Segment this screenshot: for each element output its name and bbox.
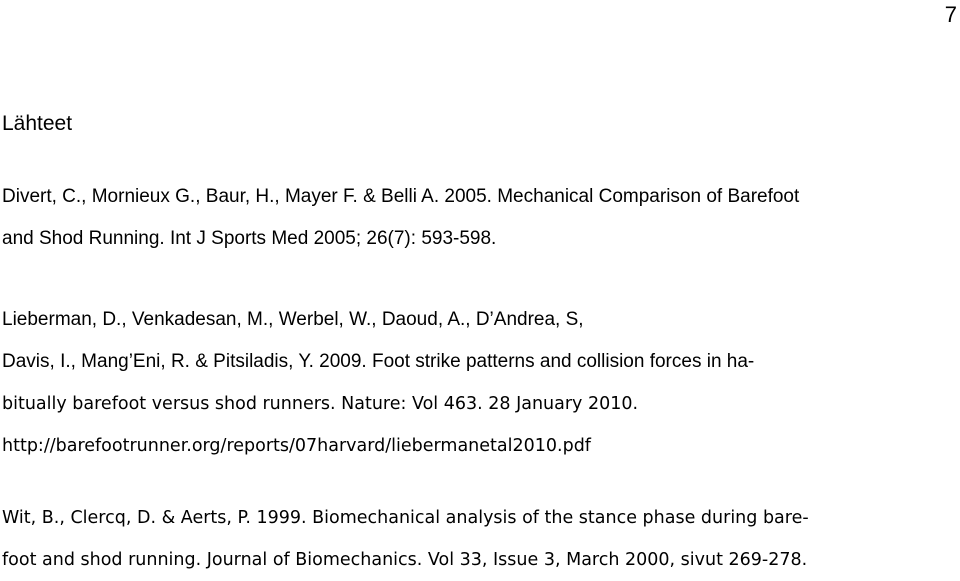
reference-lieberman — [2, 299, 952, 467]
reference-line: Lieberman, D., Venkadesan, M., Werbel, W., Daoud, A., D’Andrea, S, — [2, 309, 584, 330]
reference-wit — [2, 497, 952, 581]
reference-line: foot and shod running. Journal of Biomechanics. Vol 33, Issue 3, March 2000, sivut 269-278. — [2, 550, 808, 570]
reference-line: Wit, B., Clercq, D. & Aerts, P. 1999. Biomechanical analysis of the stance phase during bare- — [2, 508, 809, 528]
reference-line: bitually barefoot versus shod runners. Nature: Vol 463. 28 January 2010. — [2, 394, 639, 414]
page-number: 7 — [944, 2, 957, 27]
reference-line: and Shod Running. Int J Sports Med 2005; 26(7): 593-598. — [2, 228, 497, 249]
reference-url[interactable]: http://barefootrunner.org/reports/07harvard/liebermanetal2010.pdf — [2, 436, 591, 456]
reference-line: Davis, I., Mang’Eni, R. & Pitsiladis, Y. 2009. Foot strike patterns and collision forces in ha- — [2, 351, 755, 372]
section-heading: Lähteet — [2, 112, 73, 135]
reference-line: Divert, C., Mornieux G., Baur, H., Mayer F. & Belli A. 2005. Mechanical Comparison of Barefoot — [2, 186, 800, 207]
reference-divert — [2, 184, 952, 260]
